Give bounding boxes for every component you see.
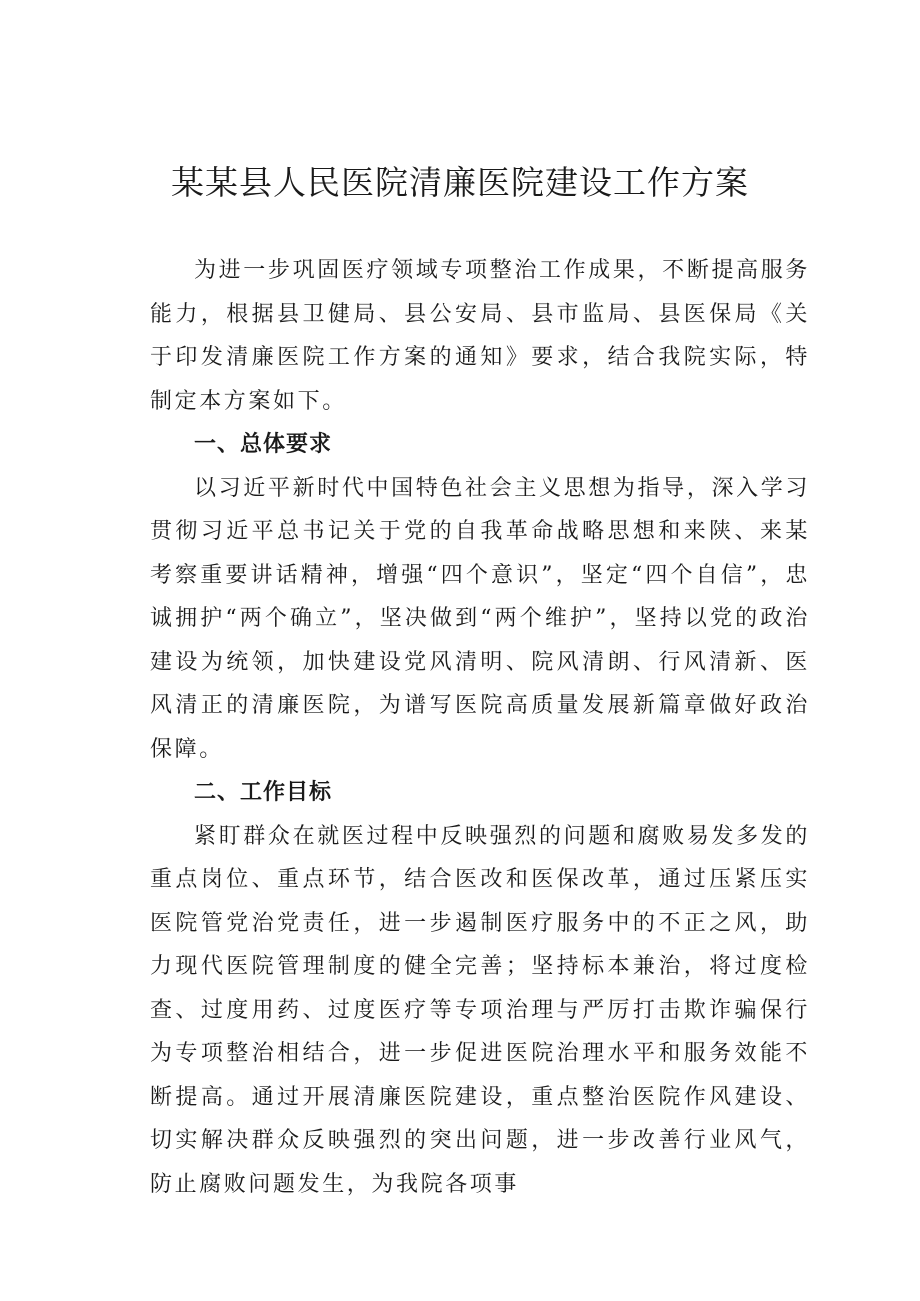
document-body xyxy=(150,249,810,1206)
document-title: 某某县人民医院清廉医院建设工作方案 xyxy=(171,163,749,202)
section-heading-work-objectives: 二、工作目标 xyxy=(194,780,333,805)
section-paragraph-work-objectives: 紧盯群众在就医过程中反映强烈的问题和腐败易发多发的重点岗位、重点环节，结合医改和医保改革，通过压紧压实医院管党治党责任，进一步遏制医疗服务中的不正之风，助力现代医院管理制度的健全完善；坚持标本兼治，将过度检查、过度用药、过度医疗等专项治理与严厉打击欺诈骗保行为专项整治相结合，进一步促进医院治理水平和服务效能不断提高。通过开展清廉医院建设，重点整治医院作风建设、切实解决群众反映强烈的突出问题，进一步改善行业风气，防止腐败问题发生，为我院各项事 xyxy=(150,823,810,1197)
intro-paragraph: 为进一步巩固医疗领域专项整治工作成果，不断提高服务能力，根据县卫健局、县公安局、县市监局、县医保局《关于印发清廉医院工作方案的通知》要求，结合我院实际，特制定本方案如下。 xyxy=(150,258,810,414)
section-paragraph-general-requirements: 以习近平新时代中国特色社会主义思想为指导，深入学习贯彻习近平总书记关于党的自我革命战略思想和来陕、来某考察重要讲话精神，增强“四个意识”，坚定“四个自信”，忠诚拥护“两个确立”，坚决做到“两个维护”，坚持以党的政治建设为统领，加快建设党风清明、院风清朗、行风清新、医风清正的清廉医院，为谱写医院高质量发展新篇章做好政治保障。 xyxy=(150,475,810,762)
section-heading-general-requirements: 一、总体要求 xyxy=(194,432,333,457)
